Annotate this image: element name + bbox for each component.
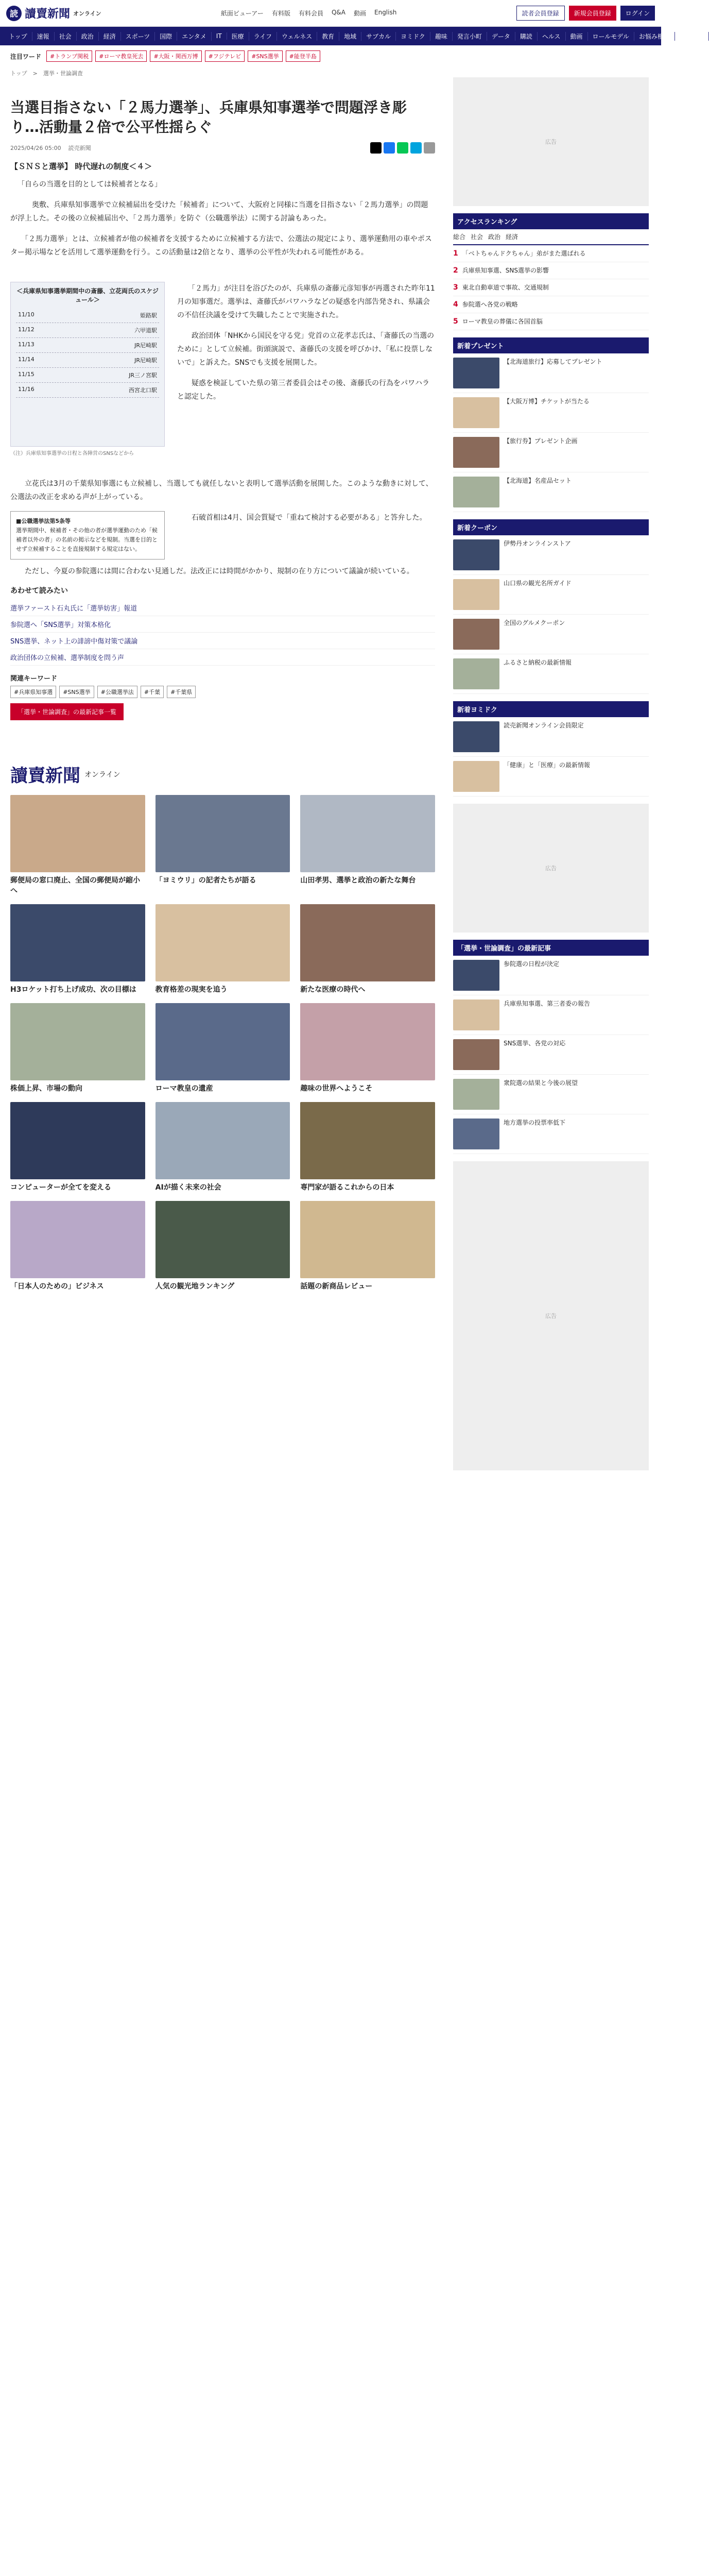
trend-tag[interactable]: #ローマ教皇死去 <box>95 50 147 62</box>
site-sub: オンライン <box>73 10 101 17</box>
nav-item[interactable]: 教育 <box>317 32 339 41</box>
tab-politics[interactable]: 政治 <box>488 233 501 241</box>
rank-number: 5 <box>453 317 458 326</box>
nav-item[interactable]: 動画 <box>566 32 588 41</box>
election-item[interactable] <box>453 1075 649 1114</box>
nav-item[interactable]: スポーツ <box>121 32 155 41</box>
article <box>10 98 435 2410</box>
figure-row <box>16 353 159 368</box>
election-title: 衆院選の結果と今後の展望 <box>504 1079 578 1087</box>
schedule-figure <box>10 282 165 456</box>
reco-card[interactable] <box>155 1003 290 1094</box>
reco-title: 専門家が語るこれからの日本 <box>300 1183 394 1192</box>
coupon-title: 伊勢丹オンラインストア <box>504 540 571 547</box>
election-item[interactable] <box>453 995 649 1035</box>
subscribe-button[interactable]: 読者会員登録 <box>516 6 565 21</box>
election-thumbnail <box>453 1079 499 1110</box>
reco-card[interactable] <box>300 795 435 896</box>
figure-caption: （注）兵庫県知事選挙の日程と各陣営のSNSなどから <box>10 451 134 456</box>
article-author: 読売新聞 <box>68 145 91 151</box>
reco-thumbnail <box>300 795 435 872</box>
news-title: 【旅行券】プレゼント企画 <box>504 437 578 445</box>
yomidoku-list <box>453 717 649 796</box>
reco-card[interactable] <box>10 795 145 896</box>
news-thumbnail <box>453 437 499 468</box>
figure-date: 11/12 <box>18 326 34 333</box>
reco-title: 新たな医療の時代へ <box>300 986 366 994</box>
figure-row <box>16 368 159 383</box>
coupon-item[interactable] <box>453 535 649 575</box>
coupon-thumbnail <box>453 619 499 650</box>
reco-logo: 讀賣新聞 <box>10 766 80 786</box>
dojo-item[interactable] <box>453 717 649 757</box>
reco-thumbnail <box>10 1003 145 1080</box>
news-title: 【北海道】名産品セット <box>504 477 572 484</box>
figure-row <box>16 323 159 338</box>
trend-tag[interactable]: #トランプ関税 <box>46 50 92 62</box>
reco-title: H3ロケット打ち上げ成功、次の目標は <box>10 986 136 994</box>
link-share-icon[interactable] <box>424 142 435 154</box>
reco-title: 教育格差の現実を追う <box>155 986 228 994</box>
site-logo[interactable] <box>6 5 101 21</box>
reco-title: 山田孝男、選挙と政治の新たな舞台 <box>300 876 416 885</box>
reco-thumbnail <box>155 1003 290 1080</box>
top-links <box>221 9 396 18</box>
election-item[interactable] <box>453 1114 649 1154</box>
news-title: 【大阪万博】チケットが当たる <box>504 398 590 405</box>
reco-card[interactable] <box>155 1201 290 1292</box>
reco-title: 話題の新商品レビュー <box>300 1282 373 1291</box>
news-thumbnail <box>453 358 499 388</box>
dojo-thumbnail <box>453 721 499 752</box>
ranking-title: 「ベトちゃんドクちゃん」弟がまた選ばれる <box>462 250 586 257</box>
reco-title: 株価上昇、市場の動向 <box>10 1084 82 1093</box>
recommend-section <box>10 761 435 2410</box>
login-button[interactable]: ログイン <box>620 6 655 21</box>
related-link[interactable]: SNS選挙、ネット上の誹謗中傷対策で議論 <box>10 633 435 649</box>
dojo-title: 読売新聞オンライン会員限定 <box>504 722 584 729</box>
nav-item[interactable]: 国際 <box>155 32 177 41</box>
nav-item[interactable]: データ <box>487 32 515 41</box>
news-item[interactable] <box>453 472 649 512</box>
nav-item[interactable]: 趣味 <box>430 32 453 41</box>
ranking-title: 参院選へ各党の戦略 <box>462 301 518 308</box>
reco-thumbnail <box>155 795 290 872</box>
article-subtitle: 【ＳＮＳと選挙】 時代遅れの制度＜４＞ <box>10 162 152 171</box>
election-title: 兵庫県知事選、第三者委の報告 <box>504 1000 591 1007</box>
figure-date: 11/15 <box>18 371 34 378</box>
reco-title: 「日本人のための」ビジネス <box>10 1282 104 1291</box>
article-paragraph: 立花氏は3月の千葉県知事選にも立候補し、当選しても就任しないと表明して選挙活動を展開した。このような動きに対して、公選法の改正を求める声が上がっている。 <box>10 480 433 501</box>
news-thumbnail <box>453 397 499 428</box>
reco-card[interactable] <box>10 904 145 995</box>
ranking-item[interactable] <box>453 313 649 330</box>
nav-item[interactable]: IT <box>212 32 227 40</box>
article-paragraph: 「２馬力」が注目を浴びたのが、兵庫県の斎藤元彦知事が再選された昨年11月の知事選だ。選挙は、斎藤氏がパワハラなどの疑惑を内部告発され、県議会の不信任決議を受けて失職したことで実施された。 <box>177 284 435 319</box>
trend-tag[interactable]: #大阪・関西万博 <box>150 50 201 62</box>
schedule-chart <box>10 282 165 447</box>
keyword-tag[interactable]: #兵庫県知事選 <box>10 686 56 698</box>
related-articles <box>10 585 435 666</box>
related-link[interactable]: 政治団体の立候補、選挙制度を問う声 <box>10 649 435 666</box>
reco-thumbnail <box>10 904 145 981</box>
reco-title: 「ヨミウリ」の記者たちが語る <box>155 876 256 885</box>
related-link[interactable]: 参院選へ「SNS選挙」対策本格化 <box>10 616 435 633</box>
article-paragraph: 政治団体「NHKから国民を守る党」党首の立花孝志氏は、「斎藤氏の当選のために」として立候補。街頭演説で、斎藤氏の支援を呼びかけ、「私に投票しないで」と訴えた。SNSでも支援を展開した。 <box>177 332 435 367</box>
election-title: 「選挙・世論調査」の最新記事 <box>453 940 649 956</box>
hatena-share-icon[interactable] <box>410 142 422 154</box>
article-paragraph: 奥敷、兵庫県知事選挙で立候補届出を受けた「候補者」について、大阪府と同様に当選を目指さない「２馬力選挙」の問題が浮上した。その後の立候補届出や、「２馬力選挙」を防ぐ（公職選挙法）に関する討論もあった。 <box>10 201 428 223</box>
election-item[interactable] <box>453 1035 649 1075</box>
top-link[interactable]: 紙面ビューアー <box>220 10 264 17</box>
law-note <box>10 511 165 560</box>
article-paragraph: 石破首相は4月、国会質疑で「重ねて検討する必要がある」と答弁した。 <box>184 514 427 522</box>
x-share-icon[interactable] <box>370 142 382 154</box>
tab-all[interactable]: 総合 <box>453 233 466 241</box>
reco-thumbnail <box>300 904 435 981</box>
coupon-title: 全国のグルメクーポン <box>504 619 565 626</box>
nav-item[interactable]: 医療 <box>227 32 249 41</box>
keyword-tag[interactable]: #SNS選挙 <box>59 686 94 698</box>
keyword-tag[interactable]: #千葉 <box>141 686 164 698</box>
reco-thumbnail <box>155 1201 290 1278</box>
access-tabs <box>453 229 649 245</box>
reco-thumbnail <box>10 795 145 872</box>
article-title: 当選目指さない「２馬力選挙」、兵庫県知事選挙で問題浮き彫り…活動量２倍で公平性揺らぐ <box>10 99 407 135</box>
access-ranking-list <box>453 245 649 330</box>
nav-item[interactable]: 政治 <box>77 32 99 41</box>
nav-item[interactable]: 発言小町 <box>453 32 487 41</box>
news-item[interactable] <box>453 353 649 393</box>
coupon-thumbnail <box>453 539 499 570</box>
reco-title: 人気の観光地ランキング <box>155 1282 235 1291</box>
figure-place: JR尼崎駅 <box>134 357 157 364</box>
coupon-title: ふるさと納税の最新情報 <box>504 659 572 666</box>
reco-brand <box>10 761 435 787</box>
top-link[interactable]: Q&A <box>331 9 345 16</box>
reco-logo-sub: オンライン <box>84 770 120 779</box>
figure-date: 11/13 <box>18 341 34 348</box>
access-ranking-title: アクセスランキング <box>453 213 649 229</box>
breadcrumb[interactable]: トップ > 選挙・世論調査 <box>10 70 83 77</box>
news-thumbnail <box>453 477 499 507</box>
reco-card[interactable] <box>155 904 290 995</box>
sidebar <box>453 77 649 1470</box>
nav-item[interactable]: 経済 <box>99 32 121 41</box>
site-name: 讀賣新聞 <box>25 7 71 21</box>
trend-tag[interactable]: #能登半島 <box>286 50 320 62</box>
reco-thumbnail <box>300 1102 435 1179</box>
election-title: 参院選の日程が決定 <box>504 960 560 968</box>
reco-card[interactable] <box>10 1201 145 1292</box>
election-item[interactable] <box>453 956 649 995</box>
coupon-item[interactable] <box>453 575 649 615</box>
news-item[interactable] <box>453 433 649 472</box>
coupon-thumbnail <box>453 579 499 610</box>
figure-date: 11/14 <box>18 356 34 363</box>
dojo-item[interactable] <box>453 757 649 796</box>
tab-economy[interactable]: 経済 <box>506 233 518 241</box>
figure-row <box>16 383 159 398</box>
reco-title: ローマ教皇の遺産 <box>155 1084 213 1093</box>
ranking-title: 兵庫県知事選、SNS選挙の影響 <box>462 267 549 274</box>
figure-place: JR三ノ宮駅 <box>129 372 157 379</box>
yomidoku-title: 新着ヨミドク <box>453 701 649 717</box>
election-thumbnail <box>453 960 499 991</box>
reco-thumbnail <box>10 1201 145 1278</box>
figure-place: 西宮北口駅 <box>129 387 157 394</box>
coupon-thumbnail <box>453 658 499 689</box>
related-title: あわせて読みたい <box>10 587 68 595</box>
reco-grid <box>10 795 435 1292</box>
logo-mark-icon: 読 <box>6 6 22 21</box>
nav-item[interactable]: 社会 <box>55 32 77 41</box>
reco-card[interactable] <box>300 904 435 995</box>
top-link[interactable]: English <box>374 9 397 16</box>
tab-society[interactable]: 社会 <box>471 233 483 241</box>
reco-thumbnail <box>300 1201 435 1278</box>
top-link[interactable]: 有料版 <box>271 10 290 17</box>
figure-date: 11/16 <box>18 386 34 393</box>
sidebar-ad-2[interactable]: 広告 <box>453 804 649 933</box>
coupon-list <box>453 535 649 694</box>
article-date: 2025/04/26 05:00 <box>10 144 61 151</box>
nav-item[interactable]: ロールモデル <box>588 32 634 41</box>
article-meta <box>10 142 435 154</box>
coupon-title: 新着クーポン <box>453 519 649 535</box>
sidebar-ad[interactable]: 広告 <box>453 77 649 206</box>
figure-place: 姫路駅 <box>140 312 157 319</box>
line-share-icon[interactable] <box>397 142 408 154</box>
nav-item[interactable]: ライフ <box>249 32 277 41</box>
keywords-title: 関連キーワード <box>10 675 58 683</box>
trend-label: 注目ワード <box>10 53 42 60</box>
ranking-title: ローマ教皇の葬儀に各国首脳 <box>462 318 543 325</box>
nav-item[interactable]: ヨミドク <box>396 32 430 41</box>
nav-item[interactable]: サブカル <box>361 32 396 41</box>
reco-card[interactable] <box>155 1102 290 1193</box>
ranking-item[interactable] <box>453 262 649 279</box>
top-link[interactable]: 有料会員 <box>298 10 323 17</box>
sidebar-ad-3[interactable]: 広告 <box>453 1161 649 1470</box>
reco-thumbnail <box>155 904 290 981</box>
trend-tag[interactable]: #SNS選挙 <box>248 50 282 62</box>
reco-title: コンピューターが全てを変える <box>10 1183 111 1192</box>
reco-card[interactable] <box>300 1003 435 1094</box>
nav-item[interactable]: お悩み相談 <box>634 32 675 41</box>
article-paragraph: ただし、今夏の参院選には間に合わない見通しだ。法改正には時間がかかり、規制の在り方について議論が続いている。 <box>18 567 414 575</box>
reco-thumbnail <box>10 1102 145 1179</box>
present-title: 新着プレゼント <box>453 337 649 353</box>
coupon-item[interactable] <box>453 615 649 654</box>
reco-title: 郵便局の窓口廃止、全国の郵便局が縮小へ <box>10 876 140 895</box>
reco-card[interactable] <box>300 1201 435 1292</box>
rank-number: 3 <box>453 283 458 292</box>
rank-number: 2 <box>453 266 458 275</box>
election-list <box>453 956 649 1154</box>
election-thumbnail <box>453 1118 499 1149</box>
figure-place: JR尼崎駅 <box>134 342 157 349</box>
keyword-tag[interactable]: #公職選挙法 <box>97 686 137 698</box>
article-paragraph: 「自らの当選を目的としては候補者となる」 <box>18 180 162 189</box>
nav-item[interactable]: ウェルネス <box>277 32 317 41</box>
reco-title: AIが描く未来の社会 <box>155 1183 221 1192</box>
news-item[interactable] <box>453 393 649 433</box>
election-title: SNS選挙、各党の対応 <box>504 1040 566 1047</box>
rank-number: 1 <box>453 249 458 258</box>
figure-row <box>16 308 159 323</box>
nav-item[interactable]: 速報 <box>32 32 55 41</box>
reco-card[interactable] <box>155 795 290 896</box>
election-thumbnail <box>453 1039 499 1070</box>
reco-card[interactable] <box>10 1003 145 1094</box>
election-title: 地方選挙の投票率低下 <box>504 1119 566 1126</box>
ranking-item[interactable] <box>453 296 649 313</box>
reco-card[interactable] <box>300 1102 435 1193</box>
ranking-title: 東北自動車道で事故、交通規制 <box>462 284 549 291</box>
top-bar <box>0 0 661 27</box>
coupon-title: 山口県の観光名所ガイド <box>504 580 572 587</box>
figure-date: 11/10 <box>18 311 34 318</box>
dojo-thumbnail <box>453 761 499 792</box>
reco-card[interactable] <box>10 1102 145 1193</box>
nav-item[interactable]: 地域 <box>339 32 361 41</box>
article-paragraph: 「２馬力選挙」とは、立候補者が他の候補者を支援するために立候補する方法で、公選法の規定により、選挙運動用の車やポスター掲示場などを活用して選挙運動を行う。この活動量は2倍となり、選挙の公平性が失われる可能性がある。 <box>10 235 432 257</box>
share-buttons <box>370 142 435 154</box>
top-link[interactable]: 動画 <box>353 10 366 17</box>
figure-rows <box>11 308 164 398</box>
coupon-item[interactable] <box>453 654 649 694</box>
reco-title: 趣味の世界へようこそ <box>300 1084 373 1093</box>
reco-thumbnail <box>300 1003 435 1080</box>
note-text: 選挙期間中、候補者・その他の者が選挙運動のため「候補者以外の者」の名前の掲示などを規制。当選を目的とせず立候補することを直接規制する規定はない。 <box>16 527 158 552</box>
election-thumbnail <box>453 999 499 1030</box>
nav-item[interactable]: トップ <box>4 32 32 41</box>
present-list <box>453 353 649 512</box>
nav-item[interactable]: エンタメ <box>177 32 212 41</box>
ranking-item[interactable] <box>453 279 649 296</box>
reco-thumbnail <box>155 1102 290 1179</box>
figure-place: 六甲道駅 <box>134 327 157 334</box>
main-nav <box>0 27 704 45</box>
trend-bar <box>0 45 661 67</box>
nav-item[interactable]: 購読 <box>515 32 538 41</box>
keywords <box>10 673 435 698</box>
trend-tag[interactable]: #フジテレビ <box>205 50 245 62</box>
nav-item[interactable]: ヘルス <box>538 32 566 41</box>
dojo-title: 「健康」と「医療」の最新情報 <box>504 761 591 769</box>
series-button[interactable]: 「選挙・世論調査」の最新記事一覧 <box>10 703 124 720</box>
article-paragraph: 疑惑を検証していた県の第三者委員会はその後、斎藤氏の行為をパワハラと認定した。 <box>177 379 429 401</box>
keyword-tag[interactable]: #千葉県 <box>167 686 196 698</box>
facebook-share-icon[interactable] <box>384 142 395 154</box>
related-link[interactable]: 選挙ファースト石丸氏に「選挙妨害」報道 <box>10 600 435 616</box>
rank-number: 4 <box>453 300 458 309</box>
figure-row <box>16 338 159 353</box>
note-title: ■公職選挙法第5条等 <box>16 518 71 524</box>
figure-title: ＜兵庫県知事選挙期間中の斎藤、立花両氏のスケジュール＞ <box>16 287 159 303</box>
premium-button[interactable]: 新規会員登録 <box>569 6 616 21</box>
ranking-item[interactable] <box>453 245 649 262</box>
news-title: 【北海道旅行】応募してプレゼント <box>504 358 602 365</box>
nav-item[interactable]: ログイン <box>675 32 709 41</box>
